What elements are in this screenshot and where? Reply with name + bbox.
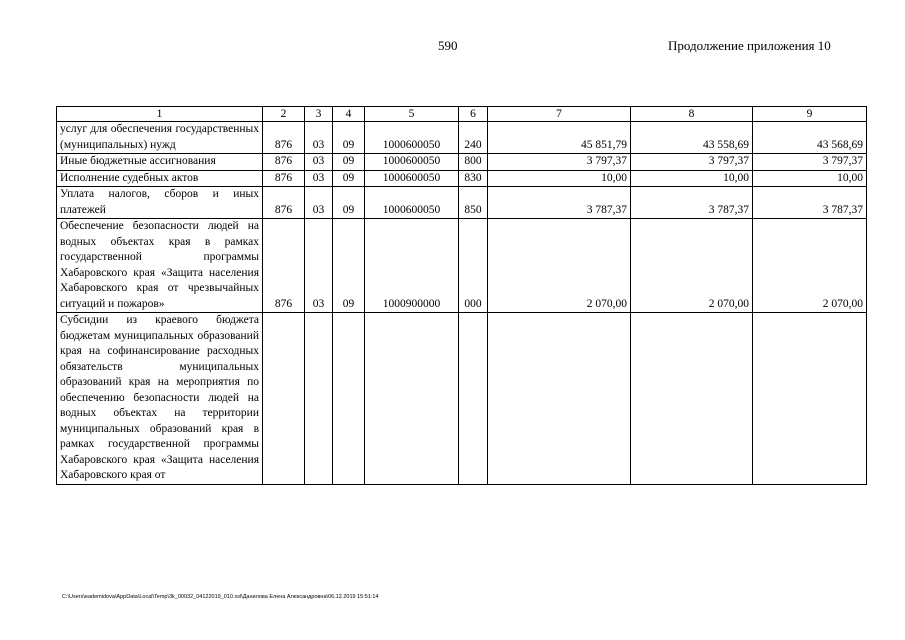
section-code: 03 <box>305 154 333 171</box>
expense-name: Обеспечение безопасности людей на водных объектах края в рамках государственной программы Хабаровского края «Защита населения Хабаровского края от чрезвычайных ситуаций и пожаров» <box>57 219 263 313</box>
expense-name: Уплата налогов, сборов и иных платежей <box>57 187 263 219</box>
table-row <box>57 122 867 154</box>
amount-col-7: 3 787,37 <box>488 187 631 219</box>
amount-col-8: 3 787,37 <box>631 187 753 219</box>
expense-type-code: 240 <box>459 122 488 154</box>
amount-col-9: 10,00 <box>753 170 867 187</box>
table-row <box>57 154 867 171</box>
subsection-code <box>333 313 365 485</box>
column-header: 7 <box>488 107 631 122</box>
table-row <box>57 170 867 187</box>
expense-type-code <box>459 313 488 485</box>
subsection-code: 09 <box>333 170 365 187</box>
expense-name: Исполнение судебных актов <box>57 170 263 187</box>
amount-col-9: 43 568,69 <box>753 122 867 154</box>
section-code: 03 <box>305 187 333 219</box>
budget-table <box>56 106 867 485</box>
subsection-code: 09 <box>333 187 365 219</box>
target-article-code: 1000600050 <box>365 122 459 154</box>
amount-col-9: 2 070,00 <box>753 219 867 313</box>
amount-col-8: 43 558,69 <box>631 122 753 154</box>
amount-col-9 <box>753 313 867 485</box>
target-article-code <box>365 313 459 485</box>
subsection-code: 09 <box>333 219 365 313</box>
amount-col-9: 3 797,37 <box>753 154 867 171</box>
ministry-code: 876 <box>263 187 305 219</box>
table-header-row <box>57 107 867 122</box>
amount-col-7 <box>488 313 631 485</box>
page-number: 590 <box>438 38 458 53</box>
expense-name: услуг для обеспечения государственных (муниципальных) нужд <box>57 122 263 154</box>
ministry-code <box>263 313 305 485</box>
amount-col-7: 2 070,00 <box>488 219 631 313</box>
amount-col-7: 3 797,37 <box>488 154 631 171</box>
column-header: 5 <box>365 107 459 122</box>
section-code: 03 <box>305 219 333 313</box>
expense-name: Иные бюджетные ассигнования <box>57 154 263 171</box>
expense-type-code: 830 <box>459 170 488 187</box>
expense-name: Субсидии из краевого бюджета бюджетам муниципальных образований края на софинансирование расходных обязательств муниципальных образований края на мероприятия по обеспечению безопасности людей на водных объектах на территории муниципальных образований края в рамках государственной программы Хабаровского края «Защита населения Хабаровского края от <box>57 313 263 485</box>
target-article-code: 1000900000 <box>365 219 459 313</box>
ministry-code: 876 <box>263 219 305 313</box>
expense-type-code: 800 <box>459 154 488 171</box>
table-row <box>57 219 867 313</box>
section-code <box>305 313 333 485</box>
column-header: 6 <box>459 107 488 122</box>
expense-type-code: 000 <box>459 219 488 313</box>
section-code: 03 <box>305 170 333 187</box>
table-row <box>57 187 867 219</box>
amount-col-8 <box>631 313 753 485</box>
amount-col-7: 10,00 <box>488 170 631 187</box>
column-header: 1 <box>57 107 263 122</box>
target-article-code: 1000600050 <box>365 170 459 187</box>
ministry-code: 876 <box>263 170 305 187</box>
amount-col-9: 3 787,37 <box>753 187 867 219</box>
target-article-code: 1000600050 <box>365 154 459 171</box>
expense-type-code: 850 <box>459 187 488 219</box>
target-article-code: 1000600050 <box>365 187 459 219</box>
amount-col-8: 2 070,00 <box>631 219 753 313</box>
section-code: 03 <box>305 122 333 154</box>
table-row <box>57 313 867 485</box>
column-header: 2 <box>263 107 305 122</box>
column-header: 4 <box>333 107 365 122</box>
appendix-continuation-title: Продолжение приложения 10 <box>668 38 831 53</box>
amount-col-8: 3 797,37 <box>631 154 753 171</box>
column-header: 3 <box>305 107 333 122</box>
ministry-code: 876 <box>263 122 305 154</box>
amount-col-7: 45 851,79 <box>488 122 631 154</box>
ministry-code: 876 <box>263 154 305 171</box>
column-header: 9 <box>753 107 867 122</box>
file-path-footer: C:\Users\eademidova\AppData\Local\Temp\3k_00032_04122019_010.xsl\Данилова Елена Александровна\06.12.2019 15:51:14 <box>62 594 379 600</box>
column-header: 8 <box>631 107 753 122</box>
amount-col-8: 10,00 <box>631 170 753 187</box>
subsection-code: 09 <box>333 122 365 154</box>
subsection-code: 09 <box>333 154 365 171</box>
